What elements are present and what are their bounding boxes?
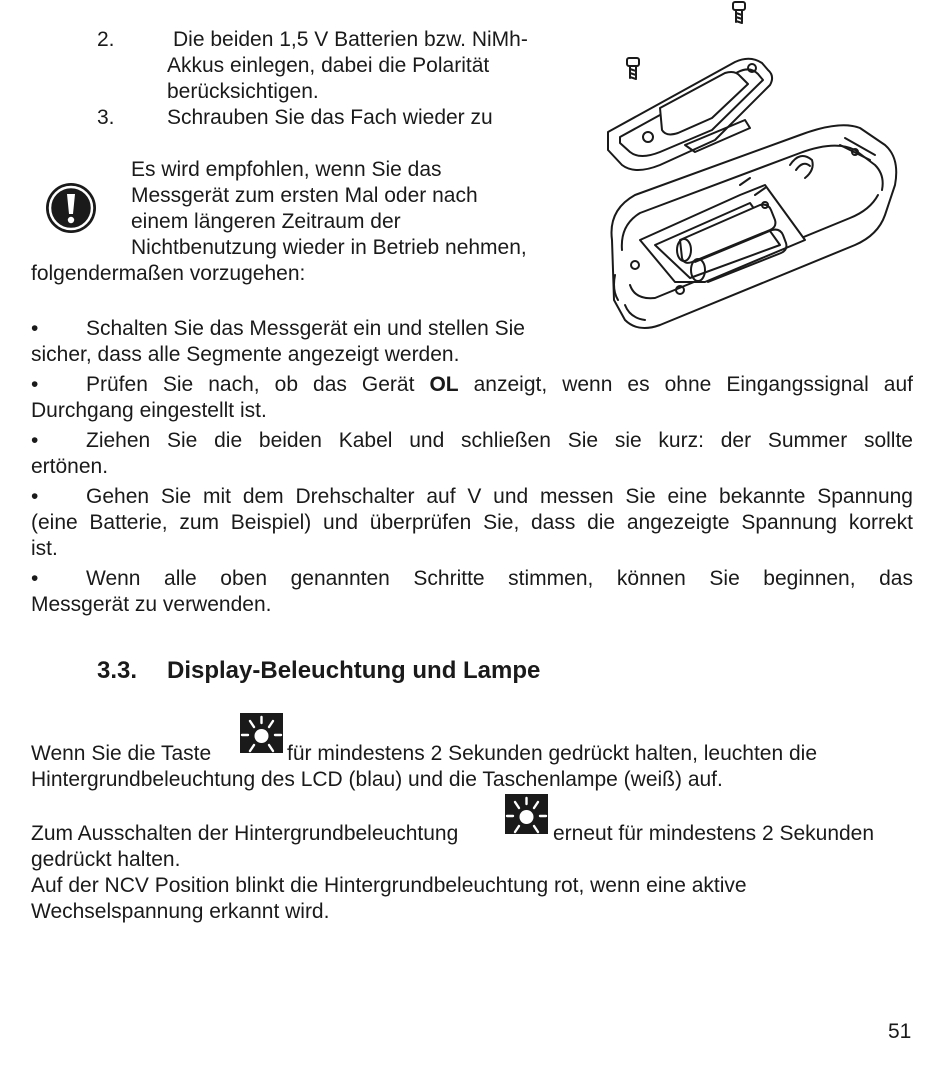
paragraph-line: Hintergrundbeleuchtung des LCD (blau) und die Taschenlampe (weiß) auf. xyxy=(31,768,723,791)
bullet-symbol: • xyxy=(31,429,39,452)
bullet-symbol: • xyxy=(31,567,39,590)
bullet-text-line: Messgerät zu verwenden. xyxy=(31,593,272,616)
backlight-icon xyxy=(505,794,548,842)
bullet-text-line: sicher, dass alle Segmente angezeigt werden. xyxy=(31,343,460,366)
bullet-text-line: Gehen Sie mit dem Drehschalter auf V und messen Sie eine bekannte Spannung xyxy=(86,485,913,508)
note-text-line: Es wird empfohlen, wenn Sie das xyxy=(131,158,442,181)
paragraph-line: Zum Ausschalten der Hintergrundbeleuchtung xyxy=(31,822,459,845)
bullet-text-line: ist. xyxy=(31,537,58,560)
step-number: 3. xyxy=(97,106,115,129)
paragraph-line: Wenn Sie die Taste xyxy=(31,742,212,765)
page-number: 51 xyxy=(888,1020,912,1043)
paragraph-line: für mindestens 2 Sekunden gedrückt halten, leuchten die xyxy=(287,742,818,765)
paragraph-line: gedrückt halten. xyxy=(31,848,181,871)
step-text-line: Die beiden 1,5 V Batterien bzw. NiMh- xyxy=(173,28,528,51)
exclamation-icon xyxy=(44,181,98,235)
ol-label: OL xyxy=(429,373,459,396)
note-text-line: folgendermaßen vorzugehen: xyxy=(31,262,306,285)
bullet-symbol: • xyxy=(31,373,39,396)
backlight-icon xyxy=(240,713,283,761)
bullet-text-line: Durchgang eingestellt ist. xyxy=(31,399,267,422)
note-text-line: Messgerät zum ersten Mal oder nach xyxy=(131,184,478,207)
step-text-line: Schrauben Sie das Fach wieder zu xyxy=(167,106,493,129)
battery-compartment-illustration xyxy=(600,0,905,340)
bullet-text-line: Wenn alle oben genannten Schritte stimmen, können Sie beginnen, das xyxy=(86,567,913,590)
bullet-symbol: • xyxy=(31,317,39,340)
note-text-line: einem längeren Zeitraum der xyxy=(131,210,401,233)
step-text-line: berücksichtigen. xyxy=(167,80,319,103)
paragraph-line: Auf der NCV Position blinkt die Hintergrundbeleuchtung rot, wenn eine aktive xyxy=(31,874,747,897)
step-text-line: Akkus einlegen, dabei die Polarität xyxy=(167,54,490,77)
bullet-text-line: Schalten Sie das Messgerät ein und stellen Sie xyxy=(86,317,525,340)
bullet-symbol: • xyxy=(31,485,39,508)
bullet-text-line: ertönen. xyxy=(31,455,109,478)
section-number: 3.3. xyxy=(97,657,138,684)
bullet-text-line xyxy=(86,372,913,398)
paragraph-line: erneut für mindestens 2 Sekunden xyxy=(553,822,875,845)
bullet-text-segment: Prüfen Sie nach, ob das Gerät xyxy=(86,373,430,396)
bullet-text-segment: anzeigt, wenn es ohne Eingangssignal auf xyxy=(458,373,913,396)
note-text-line: Nichtbenutzung wieder in Betrieb nehmen, xyxy=(131,236,527,259)
bullet-text-line: (eine Batterie, zum Beispiel) und überprüfen Sie, dass die angezeigte Spannung korrekt xyxy=(31,511,913,534)
bullet-text-line: Ziehen Sie die beiden Kabel und schließen Sie sie kurz: der Summer sollte xyxy=(86,429,913,452)
section-title: Display-Beleuchtung und Lampe xyxy=(167,657,541,684)
step-number: 2. xyxy=(97,28,115,51)
paragraph-line: Wechselspannung erkannt wird. xyxy=(31,900,330,923)
